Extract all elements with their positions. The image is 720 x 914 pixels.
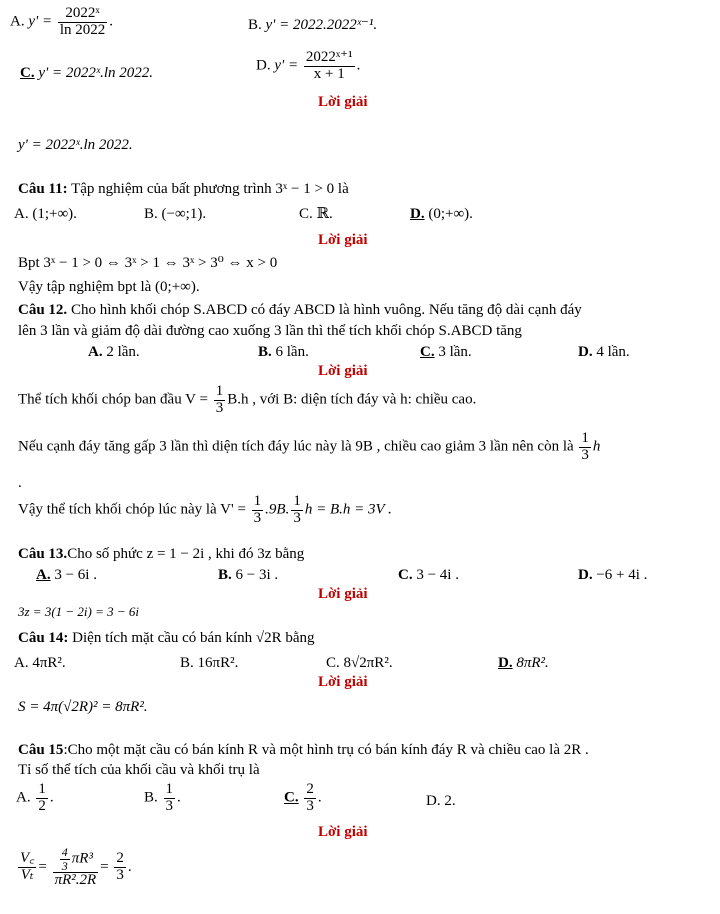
q13-option-a: A. 3 − 6i . — [36, 567, 97, 583]
q11-option-c: C. ℝ. — [299, 206, 333, 222]
q12-solution-line1: Thể tích khối chóp ban đầu V = $\frac{1}{3}$ B.h , với B: diện tích đáy và h: chiều cao. — [18, 383, 477, 416]
q12-option-b: B. 6 lần. — [258, 344, 309, 360]
q11-solution-line1: Bpt 3ˣ − 1 > 0 ⇔ 3ˣ > 1 ⇔ 3ˣ > 3⁰ ⇔ x > 0 — [18, 255, 278, 271]
q13-question: Câu 13.Cho số phức z = 1 − 2i , khi đó 3z bằng — [18, 546, 305, 562]
q11-option-d: D. (0;+∞). — [410, 206, 473, 222]
q13-option-c: C. 3 − 4i . — [398, 567, 459, 583]
q10-solution-title: Lời giải — [318, 94, 368, 110]
q12-solution-title: Lời giải — [318, 363, 368, 379]
q14-solution-line: S = 4π(√2R)² = 8πR². — [18, 699, 148, 715]
q15-option-b: B. $\frac{1}{3}$ . — [144, 781, 181, 814]
q14-question: Câu 14: Diện tích mặt cầu có bán kính √2R bằng — [18, 630, 315, 646]
q11-question: Câu 11: Tập nghiệm của bất phương trình 3ˣ − 1 > 0 là — [18, 181, 349, 197]
q12-question-line2: lên 3 lần và giảm độ dài đường cao xuống 3 lần thì thể tích khối chóp S.ABCD tăng — [18, 323, 522, 339]
q15-question-line1: Câu 15:Cho một mặt cầu có bán kính R và một hình trụ có bán kính đáy R và chiều cao là 2R . — [18, 742, 589, 758]
q14-option-c: C. 8√2πR². — [326, 655, 393, 671]
q10-solution-line: y' = 2022ˣ.ln 2022. — [18, 137, 133, 153]
q12-solution-line3: Vậy thể tích khối chóp lúc này là V' = $\frac{1}{3}$ .9B. $\frac{1}{3}$ h = B.h = 3V . — [18, 493, 392, 526]
q15-solution-formula: $\frac{V꜀}{\text{Vₜ}}$ = $\frac{4}{3}$ πR³ πR².2R = $\frac{2}{3}$ . — [20, 845, 132, 889]
q12-option-c: C. 3 lần. — [420, 344, 472, 360]
q12-solution-dot: . — [18, 475, 22, 491]
q10-option-b: B. y' = 2022.2022ˣ⁻¹. — [248, 17, 378, 33]
q13-solution-line: 3z = 3(1 − 2i) = 3 − 6i — [18, 604, 140, 619]
q10-option-c: C. y' = 2022ˣ.ln 2022. — [20, 65, 153, 81]
q14-option-b: B. 16πR². — [180, 655, 239, 671]
q10-option-d: D. y' = $\frac{\text{2022ˣ⁺¹}}{x + 1}$ . — [256, 49, 361, 82]
q13-option-b: B. 6 − 3i . — [218, 567, 279, 583]
q15-option-d: D. 2. — [426, 793, 456, 809]
q11-option-a: A. (1;+∞). — [14, 206, 77, 222]
q12-option-d: D. 4 lần. — [578, 344, 630, 360]
q14-option-a: A. 4πR². — [14, 655, 66, 671]
q11-option-b: B. (−∞;1). — [144, 206, 207, 222]
q12-option-a: A. 2 lần. — [88, 344, 140, 360]
q11-solution-line2: Vậy tập nghiệm bpt là (0;+∞). — [18, 279, 200, 295]
q15-solution-title: Lời giải — [318, 824, 368, 840]
q12-question-line1: Câu 12. Cho hình khối chóp S.ABCD có đáy ABCD là hình vuông. Nếu tăng độ dài cạnh đáy — [18, 302, 582, 318]
q14-option-d: D. 8πR². — [498, 655, 549, 671]
q10-option-a: A. y' = $\frac{\text{2022ˣ}}{\ln 2022}$ . — [10, 5, 114, 38]
q14-solution-title: Lời giải — [318, 674, 368, 690]
q15-option-c: C. $\frac{2}{3}$ . — [284, 781, 322, 814]
q15-question-line2: Tỉ số thể tích của khối cầu và khối trụ là — [18, 762, 260, 778]
q15-option-a: A. $\frac{1}{2}$ . — [16, 781, 54, 814]
q11-solution-title: Lời giải — [318, 232, 368, 248]
q13-solution-title: Lời giải — [318, 586, 368, 602]
q12-solution-line2: Nếu cạnh đáy tăng gấp 3 lần thì diện tích đáy lúc này là 9B , chiều cao giảm 3 lần nên còn là $\frac{1}{3}$ h — [18, 430, 601, 463]
q13-option-d: D. −6 + 4i . — [578, 567, 648, 583]
